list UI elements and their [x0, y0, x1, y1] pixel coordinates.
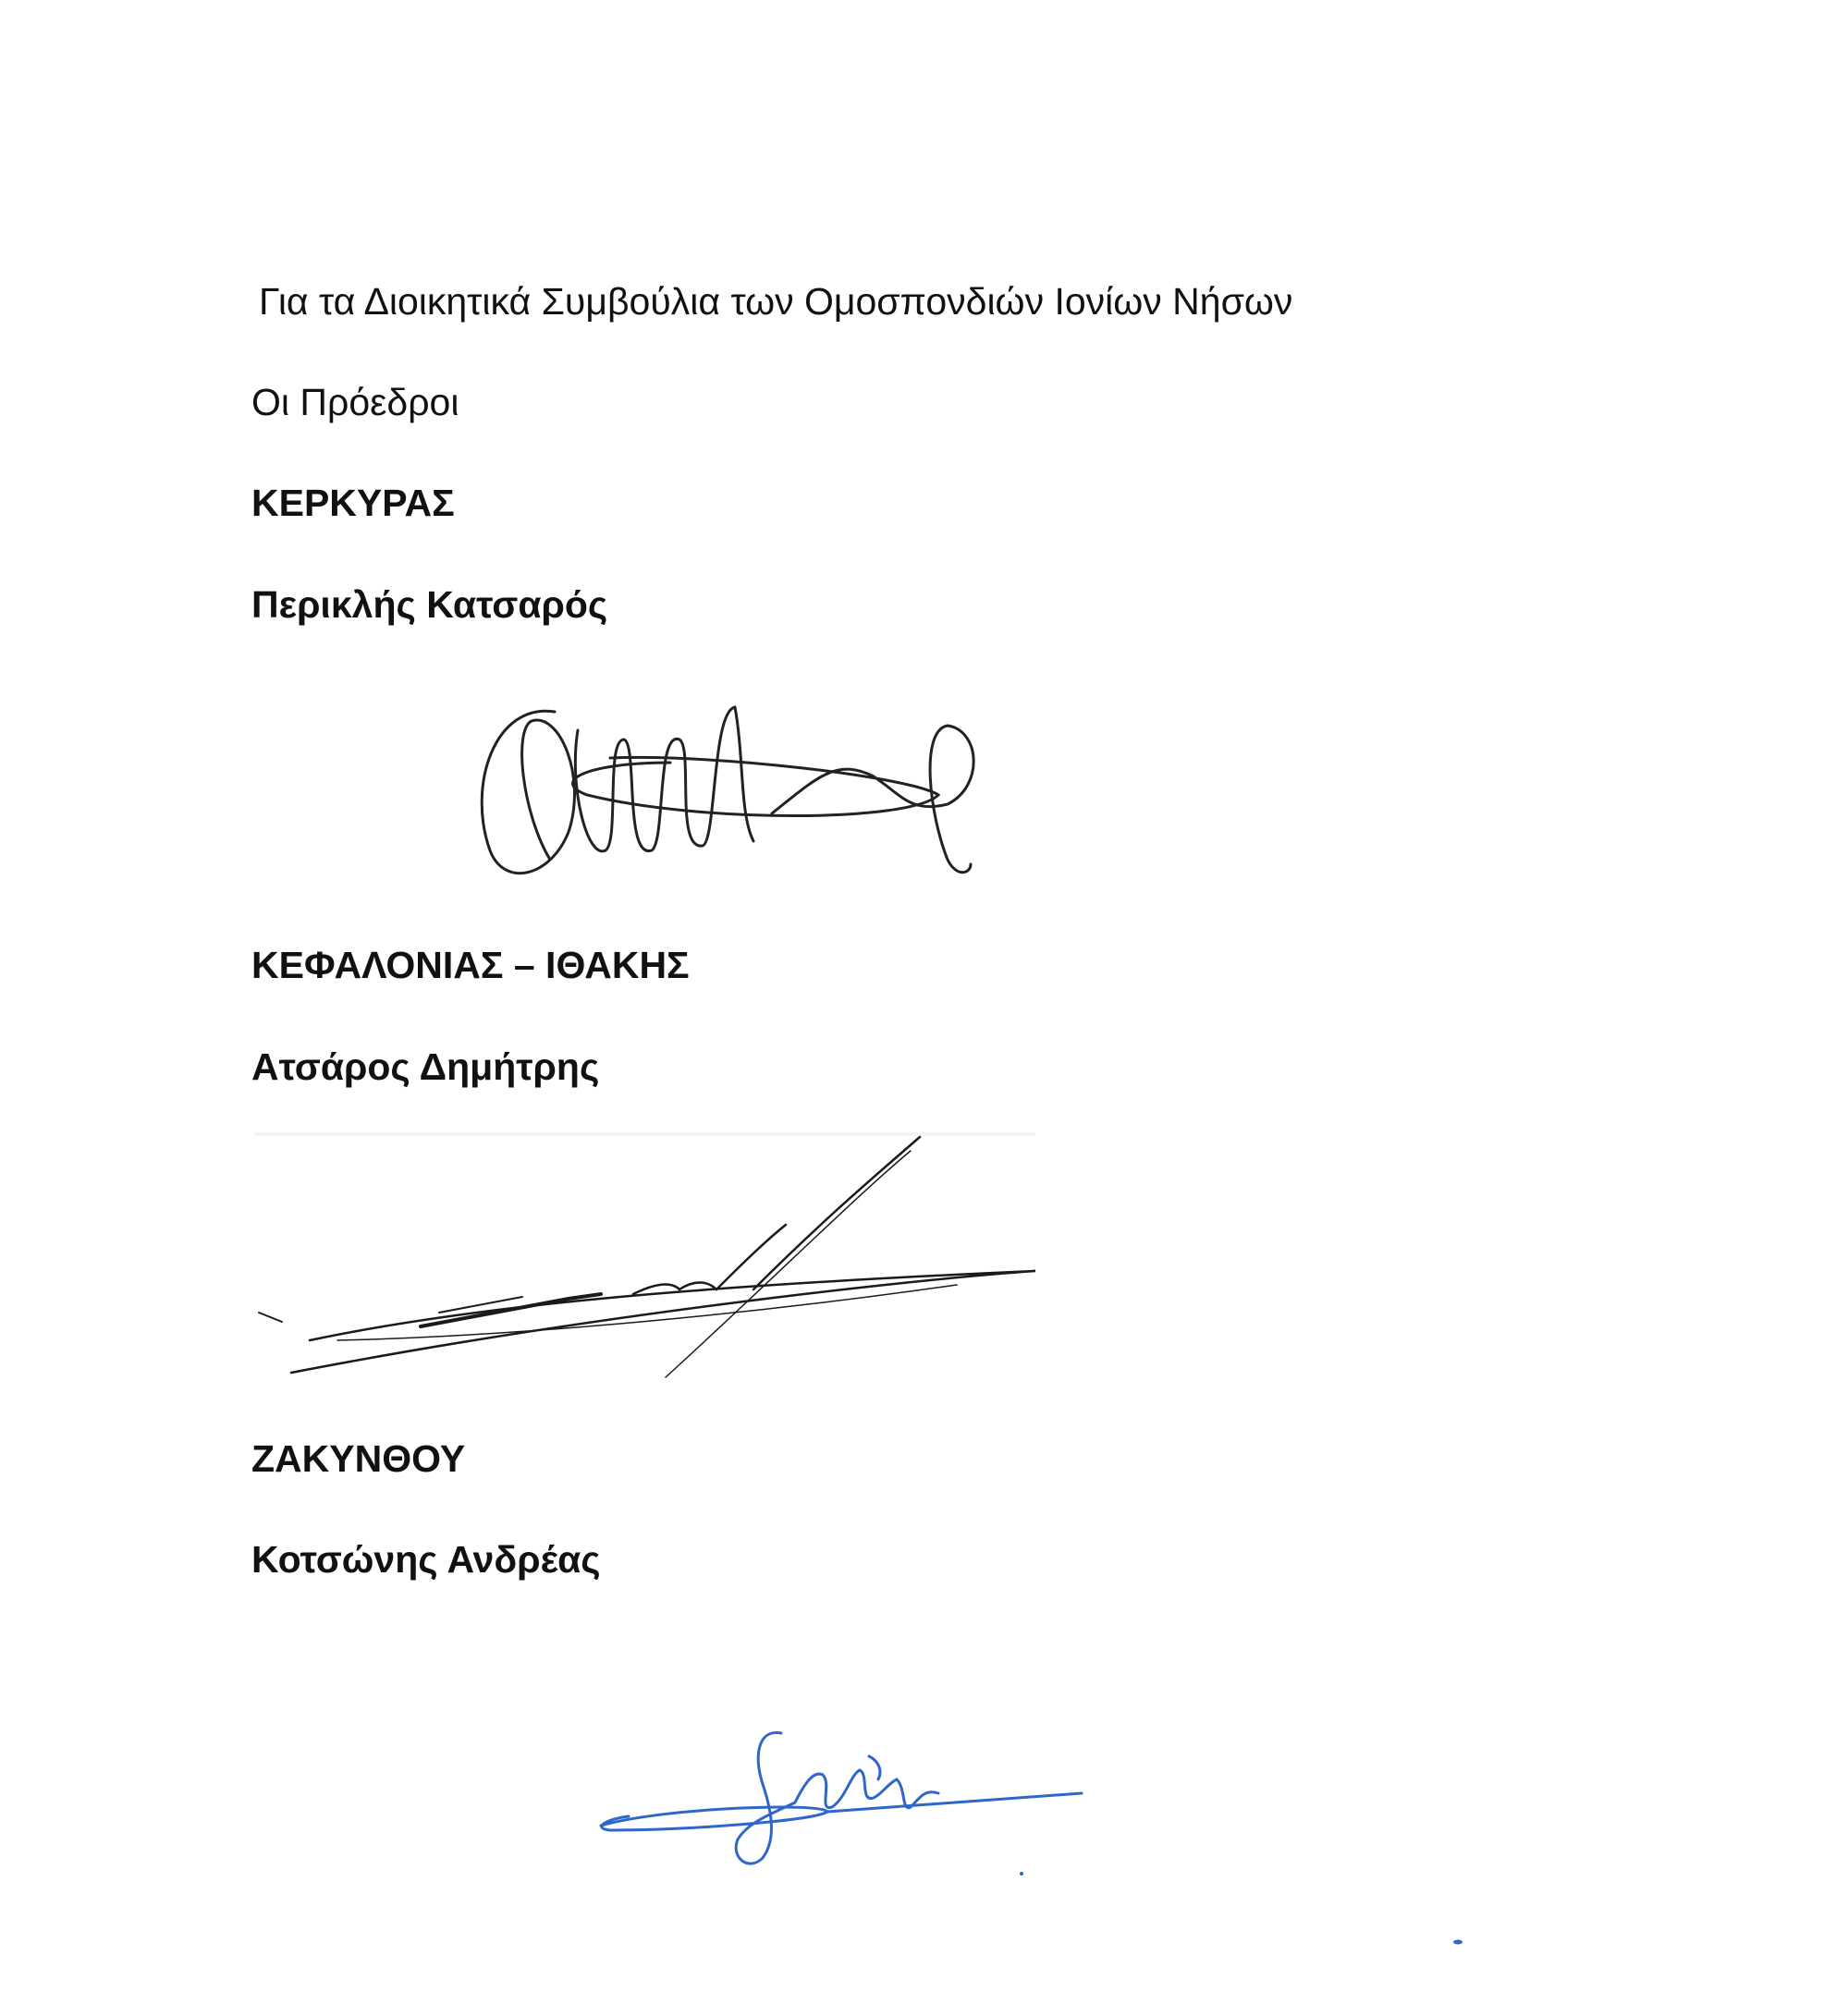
intro-text: Για τα Διοικητικά Συμβούλια των Ομοσπονδιών Ιονίων Νήσων: [259, 280, 1293, 323]
signature-corfu: [467, 675, 994, 892]
region-heading-zakynthos: ΖΑΚΥΝΘΟΥ: [251, 1437, 466, 1480]
ink-dot-drawing: [1453, 1939, 1462, 1945]
signatory-name-zakynthos: Κοτσώνης Ανδρέας: [251, 1538, 601, 1581]
signature-kefalonia-ithaca-drawing: [254, 1132, 1035, 1382]
ink-dot: [1453, 1939, 1462, 1945]
region-heading-kefalonia-ithaca: ΚΕΦΑΛΟΝΙΑΣ – ΙΘΑΚΗΣ: [251, 944, 690, 986]
signatory-name-corfu: Περικλής Κατσαρός: [251, 583, 608, 626]
signature-zakynthos-drawing: [592, 1719, 1109, 1876]
signatory-name-kefalonia-ithaca: Ατσάρος Δημήτρης: [251, 1045, 600, 1088]
signature-zakynthos: [592, 1719, 1109, 1876]
signature-kefalonia-ithaca: [254, 1132, 1035, 1382]
signature-corfu-drawing: [467, 675, 994, 892]
region-heading-corfu: ΚΕΡΚΥΡΑΣ: [251, 482, 455, 524]
role-title: Οι Πρόεδροι: [251, 381, 459, 423]
